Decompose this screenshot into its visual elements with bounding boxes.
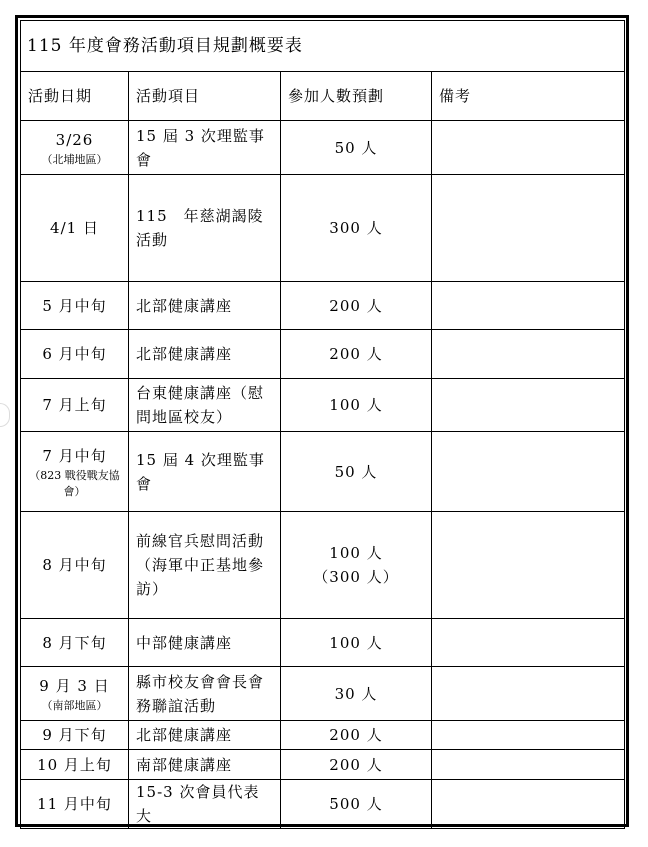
cell-count <box>281 282 432 330</box>
document-frame <box>15 15 629 827</box>
cell-date <box>21 619 129 667</box>
cell-remark <box>432 721 625 750</box>
header-date: 活動日期 <box>21 72 129 121</box>
count-text: 100 人 <box>329 544 383 562</box>
header-item: 活動項目 <box>129 72 281 121</box>
cell-count <box>281 780 432 829</box>
cell-count <box>281 175 432 282</box>
cell-date <box>21 282 129 330</box>
cell-remark <box>432 379 625 432</box>
cell-remark <box>432 619 625 667</box>
count-text: 500 人 <box>329 795 383 813</box>
cell-count <box>281 750 432 780</box>
count-text: 100 人 <box>329 396 383 414</box>
table-row <box>21 619 625 667</box>
cell-item: 115 年慈湖謁陵活動 <box>129 175 281 282</box>
cell-item: 南部健康講座 <box>129 750 281 780</box>
cell-date <box>21 667 129 721</box>
cell-item: 15-3 次會員代表大 <box>129 780 281 829</box>
activity-plan-table <box>20 20 625 829</box>
table-title: 115 年度會務活動項目規劃概要表 <box>21 21 625 72</box>
date-note: （南部地區） <box>41 698 108 712</box>
cell-count <box>281 432 432 512</box>
cell-date <box>21 750 129 780</box>
table-row <box>21 175 625 282</box>
scroll-edge-handle[interactable] <box>0 403 10 427</box>
count-text: 30 人 <box>334 684 378 703</box>
cell-remark <box>432 432 625 512</box>
header-remark: 備考 <box>432 72 625 121</box>
cell-date <box>21 432 129 512</box>
cell-item: 北部健康講座 <box>129 282 281 330</box>
cell-count <box>281 667 432 721</box>
table-row <box>21 282 625 330</box>
table-row <box>21 432 625 512</box>
table-row <box>21 721 625 750</box>
cell-item: 前線官兵慰問活動（海軍中正基地參訪） <box>129 512 281 619</box>
cell-remark <box>432 667 625 721</box>
table-row <box>21 512 625 619</box>
count-secondary: （300 人） <box>313 568 399 586</box>
cell-item: 中部健康講座 <box>129 619 281 667</box>
cell-item: 北部健康講座 <box>129 330 281 379</box>
date-text: 11 月中旬 <box>37 795 112 813</box>
count-text: 50 人 <box>334 138 378 157</box>
cell-count <box>281 379 432 432</box>
count-text: 50 人 <box>334 462 378 481</box>
table-row <box>21 330 625 379</box>
cell-count <box>281 721 432 750</box>
cell-remark <box>432 121 625 175</box>
date-text: 8 月中旬 <box>42 556 107 574</box>
date-note: （北埔地區） <box>41 152 108 166</box>
cell-remark <box>432 780 625 829</box>
cell-item: 台東健康講座（慰問地區校友） <box>129 379 281 432</box>
cell-date <box>21 175 129 282</box>
date-text: 7 月中旬 <box>42 446 107 465</box>
date-text: 7 月上旬 <box>42 396 107 414</box>
cell-item: 縣市校友會會長會務聯誼活動 <box>129 667 281 721</box>
date-text: 4/1 日 <box>50 219 99 237</box>
date-text: 8 月下旬 <box>42 633 107 652</box>
cell-item: 15 屆 3 次理監事會 <box>129 121 281 175</box>
count-text: 300 人 <box>329 219 383 237</box>
date-text: 9 月下旬 <box>42 726 107 744</box>
count-text: 200 人 <box>329 345 383 363</box>
cell-date <box>21 121 129 175</box>
cell-date <box>21 330 129 379</box>
cell-count <box>281 512 432 619</box>
cell-remark <box>432 282 625 330</box>
date-text: 3/26 <box>55 130 94 149</box>
cell-remark <box>432 175 625 282</box>
header-row <box>21 72 625 121</box>
table-row <box>21 780 625 829</box>
cell-count <box>281 121 432 175</box>
count-text: 200 人 <box>329 755 383 774</box>
cell-date <box>21 512 129 619</box>
cell-item: 15 屆 4 次理監事會 <box>129 432 281 512</box>
date-text: 10 月上旬 <box>37 755 112 774</box>
cell-date <box>21 780 129 829</box>
count-text: 100 人 <box>329 633 383 652</box>
table-row <box>21 750 625 780</box>
date-text: 6 月中旬 <box>42 345 107 363</box>
date-text: 9 月 3 日 <box>39 676 110 695</box>
cell-count <box>281 619 432 667</box>
count-text: 200 人 <box>329 726 383 744</box>
cell-remark <box>432 512 625 619</box>
cell-remark <box>432 330 625 379</box>
cell-count <box>281 330 432 379</box>
cell-item: 北部健康講座 <box>129 721 281 750</box>
table-row <box>21 379 625 432</box>
date-note: （823 戰役戰友協會） <box>29 468 120 498</box>
table-row <box>21 667 625 721</box>
table-row <box>21 121 625 175</box>
cell-remark <box>432 750 625 780</box>
title-row <box>21 21 625 72</box>
cell-date <box>21 379 129 432</box>
header-count: 參加人數預劃 <box>281 72 432 121</box>
count-text: 200 人 <box>329 296 383 315</box>
date-text: 5 月中旬 <box>42 296 107 315</box>
cell-date <box>21 721 129 750</box>
